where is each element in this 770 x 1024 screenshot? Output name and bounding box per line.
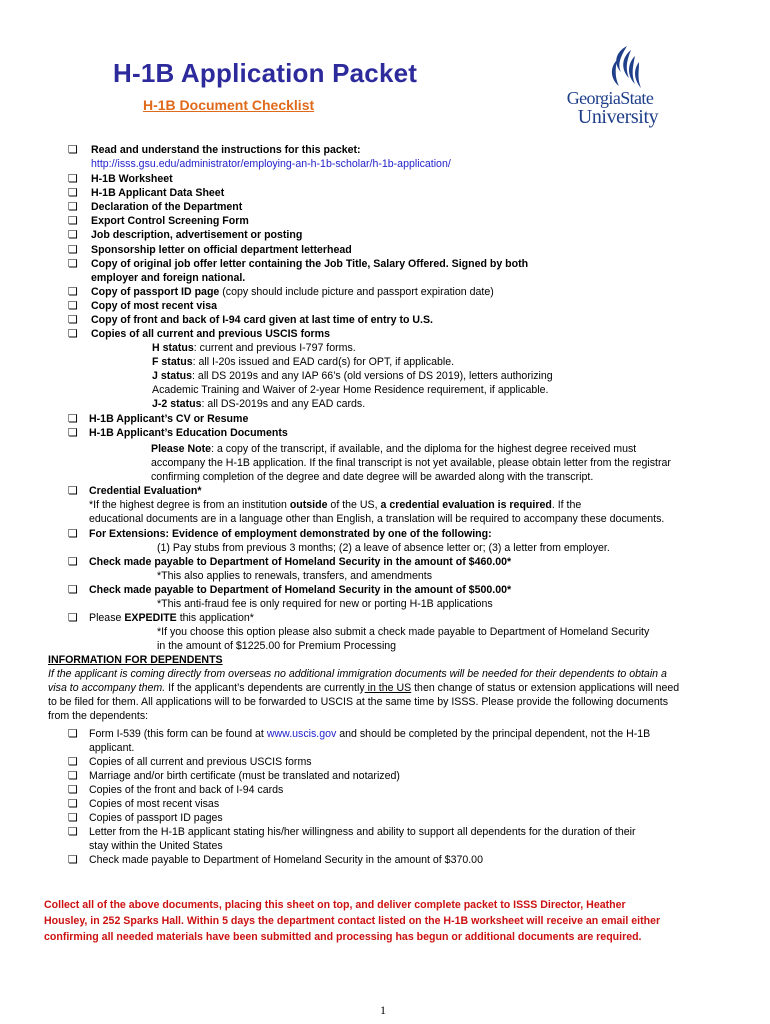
note-label: Please Note [151, 443, 212, 455]
checkbox-icon[interactable]: ❏ [68, 556, 78, 568]
checkbox-icon[interactable]: ❏ [68, 854, 78, 866]
status-h [152, 341, 356, 355]
credential-note [89, 498, 581, 512]
credential-note-line: educational documents are in a language other than English, a translation will be required to accompany these documents. [89, 513, 665, 525]
list-item-continuation: stay within the United States [89, 840, 223, 852]
checkbox-icon[interactable]: ❏ [68, 300, 78, 312]
list-item: Marriage and/or birth certificate (must be translated and notarized) [89, 770, 400, 782]
checkbox-icon[interactable]: ❏ [68, 728, 78, 740]
status-label: H status [152, 342, 194, 354]
delivery-instructions-line: confirming all needed materials have been submitted and processing has begun or additional documents are required. [44, 931, 642, 943]
uscis-link[interactable]: www.uscis.gov [266, 728, 337, 740]
dependents-paragraph-line [48, 681, 679, 695]
education-note-line: accompany the H-1B application. If the final transcript is not yet available, please obtain letter from the registrar [151, 457, 671, 469]
list-item-detail: (copy should include picture and passport expiration date) [219, 286, 494, 298]
checkbox-icon[interactable]: ❏ [68, 784, 78, 796]
list-item: Copies of passport ID pages [89, 812, 223, 824]
list-item: H-1B Applicant’s Education Documents [89, 427, 288, 439]
checkbox-icon[interactable]: ❏ [68, 173, 78, 185]
delivery-instructions [44, 897, 734, 945]
list-item: Declaration of the Department [91, 201, 243, 213]
list-item: H-1B Applicant’s CV or Resume [89, 413, 249, 425]
checkbox-icon[interactable]: ❏ [68, 528, 78, 540]
checklist-subtitle: H-1B Document Checklist [143, 97, 315, 113]
list-item: Credential Evaluation* [89, 485, 202, 497]
list-item-emphasis: EXPEDITE [124, 612, 177, 624]
note-text: : a copy of the transcript, if available, and the diploma for the highest degree received must [211, 443, 637, 455]
flame-icon [555, 42, 665, 90]
credential-text: . If the [551, 499, 582, 511]
dependents-text: If the applicant’s dependents are currently [165, 682, 365, 694]
list-item-label: Copy of passport ID page [91, 286, 220, 298]
dependents-paragraph-line: from the dependents: [48, 710, 149, 722]
checkbox-icon[interactable]: ❏ [68, 770, 78, 782]
list-item: Copies of all current and previous USCIS forms [91, 328, 330, 340]
checkbox-icon[interactable]: ❏ [68, 413, 78, 425]
page-number: 1 [380, 1003, 386, 1017]
status-detail: : all I-20s issued and EAD card(s) for OPT, if applicable. [192, 356, 455, 368]
credential-text: *If the highest degree is from an institution [89, 499, 290, 511]
checkbox-icon[interactable]: ❏ [68, 244, 78, 256]
status-detail: : all DS 2019s and any IAP 66’s (old versions of DS 2019), letters authorizing [192, 370, 553, 382]
status-label: F status [152, 356, 193, 368]
list-item-continuation: applicant. [89, 742, 135, 754]
status-j2 [152, 397, 365, 411]
list-item: Read and understand the instructions for this packet: [91, 144, 361, 156]
fee-note: *This also applies to renewals, transfers, and amendments [157, 570, 432, 582]
instructions-link[interactable]: http://isss.gsu.edu/administrator/employing-an-h-1b-scholar/h-1b-application/ [91, 158, 451, 170]
list-item: Check made payable to Department of Homeland Security in the amount of $370.00 [89, 854, 483, 866]
status-j-continuation: Academic Training and Waiver of 2-year Home Residence requirement, if applicable. [152, 384, 549, 396]
credential-text: of the US, [327, 499, 381, 511]
list-item-text: Please [89, 612, 125, 624]
list-item: H-1B Worksheet [91, 173, 173, 185]
checkbox-icon[interactable]: ❏ [68, 201, 78, 213]
list-item-text: and should be completed by the principal dependent, not the H-1B [336, 728, 651, 740]
fee-note: *This anti-fraud fee is only required for new or porting H-1B applications [157, 598, 493, 610]
checkbox-icon[interactable]: ❏ [68, 584, 78, 596]
checkbox-icon[interactable]: ❏ [68, 229, 78, 241]
delivery-instructions-line: Collect all of the above documents, placing this sheet on top, and deliver complete packet to ISSS Director, Heather [44, 899, 626, 911]
list-item [89, 611, 254, 625]
page-title: H-1B Application Packet [113, 58, 418, 88]
checkbox-icon[interactable]: ❏ [68, 258, 78, 270]
logo-wordmark-georgia-state: GeorgiaState [566, 88, 654, 108]
list-item: Sponsorship letter on official department letterhead [91, 244, 352, 256]
checkbox-icon[interactable]: ❏ [68, 427, 78, 439]
list-item-text: Form I-539 (this form can be found at [89, 728, 267, 740]
checkbox-icon[interactable]: ❏ [68, 798, 78, 810]
logo-wordmark-university: University [577, 106, 659, 128]
gsu-logo [555, 42, 665, 134]
dependents-text-underlined: in the US [364, 682, 412, 694]
education-note [151, 442, 636, 456]
checkbox-icon[interactable]: ❏ [68, 314, 78, 326]
checkbox-icon[interactable]: ❏ [68, 215, 78, 227]
education-note-line: confirming completion of the degree and date degree will be awarded along with the transcript. [151, 471, 594, 483]
status-j [152, 369, 553, 383]
checkbox-icon[interactable]: ❏ [68, 187, 78, 199]
list-item [89, 727, 650, 741]
dependents-text: then change of status or extension applications will need [411, 682, 680, 694]
list-item [91, 285, 494, 299]
status-detail: : all DS-2019s and any EAD cards. [201, 398, 366, 410]
status-label: J-2 status [152, 398, 202, 410]
checkbox-icon[interactable]: ❏ [68, 485, 78, 497]
checkbox-icon[interactable]: ❏ [68, 328, 78, 340]
list-item: Job description, advertisement or posting [91, 229, 303, 241]
dependents-paragraph-line: If the applicant is coming directly from overseas no additional immigration documents will be needed for their dependents to obtain a [48, 668, 667, 680]
dependents-heading: INFORMATION FOR DEPENDENTS [48, 654, 223, 666]
list-item: For Extensions: Evidence of employment demonstrated by one of the following: [89, 528, 492, 540]
checkbox-icon[interactable]: ❏ [68, 826, 78, 838]
list-item: Export Control Screening Form [91, 215, 249, 227]
expedite-note: *If you choose this option please also submit a check made payable to Department of Homeland Security [157, 626, 650, 638]
delivery-instructions-line: Housley, in 252 Sparks Hall. Within 5 days the department contact listed on the H-1B worksheet will receive an email either [44, 915, 661, 927]
dependents-paragraph-line: to be filed for them. All applications will to be forwarded to USCIS at the same time by ISSS. Please provide the following documents [48, 696, 669, 708]
expedite-note-line: in the amount of $1225.00 for Premium Processing [157, 640, 397, 652]
list-item: Copy of original job offer letter containing the Job Title, Salary Offered. Signed by both [91, 258, 529, 270]
checkbox-icon[interactable]: ❏ [68, 812, 78, 824]
list-item: Copies of the front and back of I-94 cards [89, 784, 284, 796]
list-item-continuation: employer and foreign national. [91, 272, 246, 284]
credential-emphasis: outside [289, 499, 328, 511]
status-f [152, 355, 454, 369]
checkbox-icon[interactable]: ❏ [68, 144, 78, 156]
list-item: H-1B Applicant Data Sheet [91, 187, 225, 199]
list-item: Check made payable to Department of Homeland Security in the amount of $460.00* [89, 556, 512, 568]
list-item: Copy of front and back of I-94 card given at last time of entry to U.S. [91, 314, 433, 326]
list-item: Letter from the H-1B applicant stating his/her willingness and ability to support all dependents for the duration of their [89, 826, 636, 838]
credential-emphasis: a credential evaluation is required [380, 499, 552, 511]
list-item-text: this application* [176, 612, 254, 624]
checkbox-icon[interactable]: ❏ [68, 756, 78, 768]
checkbox-icon[interactable]: ❏ [68, 612, 78, 624]
dependents-text-italic: visa to accompany them. [48, 682, 166, 694]
status-label: J status [152, 370, 193, 382]
extension-detail: (1) Pay stubs from previous 3 months; (2) a leave of absence letter or; (3) a letter from employer. [157, 542, 610, 554]
checkbox-icon[interactable]: ❏ [68, 286, 78, 298]
list-item: Check made payable to Department of Homeland Security in the amount of $500.00* [89, 584, 512, 596]
list-item: Copy of most recent visa [91, 300, 217, 312]
status-detail: : current and previous I-797 forms. [193, 342, 356, 354]
list-item: Copies of most recent visas [89, 798, 220, 810]
list-item: Copies of all current and previous USCIS forms [89, 756, 312, 768]
